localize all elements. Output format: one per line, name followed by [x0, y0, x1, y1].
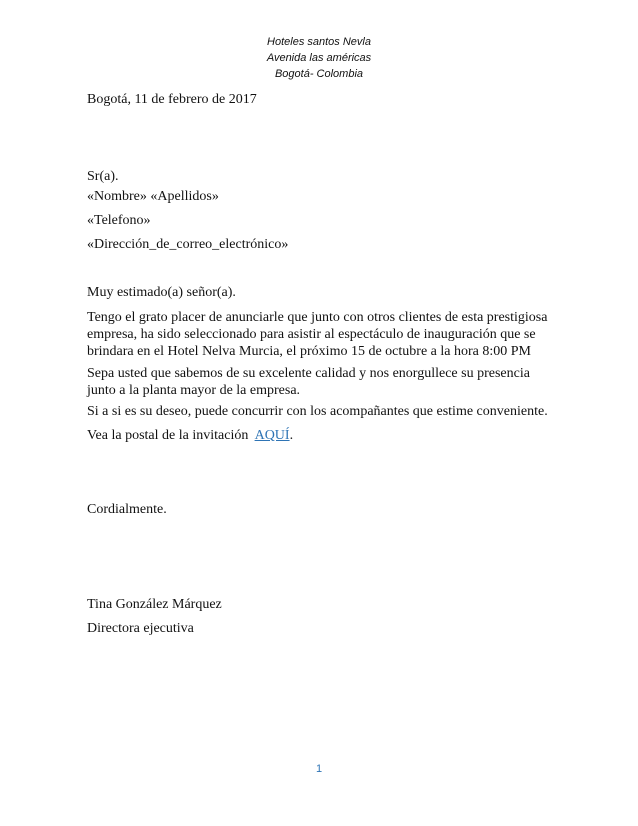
letterhead-company: Hoteles santos Nevla	[267, 36, 371, 48]
letter-date: Bogotá, 11 de febrero de 2017	[87, 92, 257, 107]
paragraph-appreciation: Sepa usted que sabemos de su excelente calidad y nos enorgullece su presencia junto a la planta mayor de la empresa.	[87, 366, 530, 398]
signature-title: Directora ejecutiva	[87, 621, 194, 636]
recipient-name: «Nombre» «Apellidos»	[87, 189, 219, 204]
postcard-period: .	[289, 428, 294, 443]
page-number: 1	[315, 763, 323, 775]
closing: Cordialmente.	[87, 502, 167, 517]
recipient-email: «Dirección_de_correo_electrónico»	[87, 237, 289, 252]
letterhead-address: Avenida las américas	[266, 52, 372, 64]
postcard-link[interactable]: AQUÍ	[254, 428, 290, 443]
letterhead-city: Bogotá- Colombia	[274, 68, 364, 80]
letterhead	[0, 34, 638, 82]
paragraph-companions: Si a si es su deseo, puede concurrir con los acompañantes que estime conveniente.	[87, 404, 548, 419]
paragraph-postcard	[87, 427, 557, 444]
postcard-text: Vea la postal de la invitación	[87, 428, 249, 443]
paragraph-invitation: Tengo el grato placer de anunciarle que junto con otros clientes de esta prestigiosa empresa, ha sido seleccionado para asistir al espectáculo de inauguración que se brindara en el Hotel Nelva Murcia, el próximo 15 de octubre a la hora 8:00 PM	[87, 310, 548, 359]
greeting: Muy estimado(a) señor(a).	[87, 285, 236, 300]
recipient-salutation: Sr(a).	[87, 169, 119, 184]
signature-name: Tina González Márquez	[87, 597, 222, 612]
recipient-phone: «Telefono»	[87, 213, 151, 228]
